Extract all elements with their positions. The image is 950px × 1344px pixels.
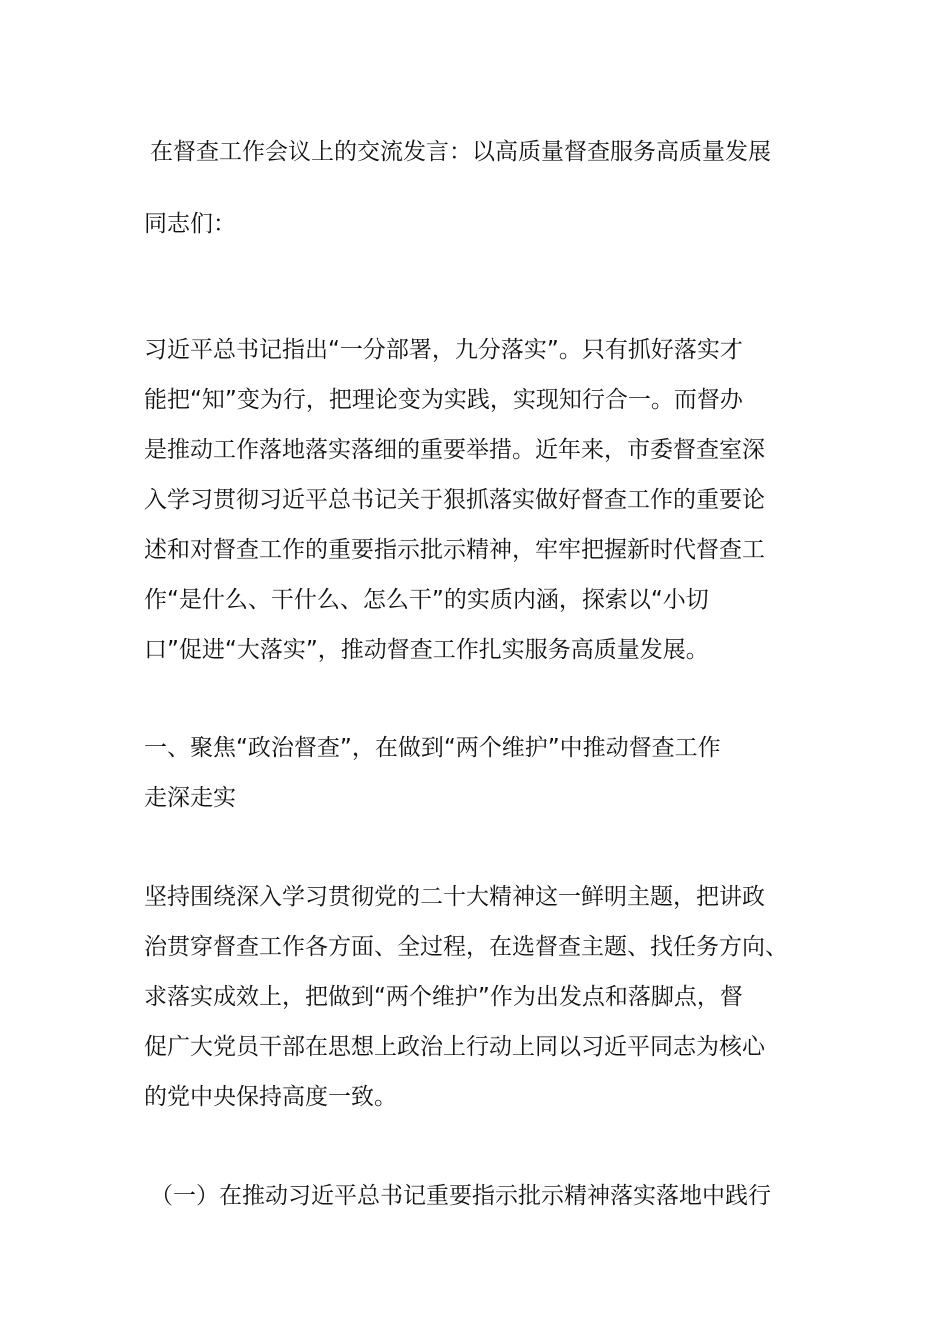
paragraph-line: 治贯穿督查工作各方面、全过程，在选督查主题、找任务方向、 [144, 934, 788, 960]
salutation: 同志们： [144, 211, 236, 237]
paragraph-section-1 [144, 872, 788, 1122]
paragraph-line: 的党中央保持高度一致。 [144, 1084, 397, 1110]
paragraph-line: 入学习贯彻习近平总书记关于狠抓落实做好督查工作的重要论 [144, 487, 765, 513]
section-heading-1 [144, 723, 721, 823]
paragraph-line: 求落实成效上，把做到“两个维护”作为出发点和落脚点，督 [144, 984, 743, 1010]
heading-line: 一、聚焦“政治督查”，在做到“两个维护”中推动督查工作 [144, 735, 721, 761]
paragraph-line: 述和对督查工作的重要指示批示精神，牢牢把握新时代督查工 [144, 537, 765, 563]
paragraph-line: 促广大党员干部在思想上政治上行动上同以习近平同志为核心 [144, 1034, 765, 1060]
paragraph-line: 坚持围绕深入学习贯彻党的二十大精神这一鲜明主题，把讲政 [144, 884, 765, 910]
document-title: 在督查工作会议上的交流发言：以高质量督查服务高质量发展 [150, 139, 771, 165]
paragraph-line: 口”促进“大落实”，推动督查工作扎实服务高质量发展。 [144, 637, 709, 663]
paragraph-line: 习近平总书记指出“一分部署，九分落实”。只有抓好落实才 [144, 337, 743, 363]
paragraph-line: 作“是什么、干什么、怎么干”的实质内涵，探索以“小切 [144, 587, 709, 613]
paragraph-intro [144, 325, 765, 675]
subsection-heading-1: （一）在推动习近平总书记重要指示批示精神落实落地中践行 [150, 1183, 771, 1209]
paragraph-line: 是推动工作落地落实落细的重要举措。近年来，市委督查室深 [144, 437, 765, 463]
paragraph-line: 能把“知”变为行，把理论变为实践，实现知行合一。而督办 [144, 387, 743, 413]
heading-line: 走深走实 [144, 785, 236, 811]
